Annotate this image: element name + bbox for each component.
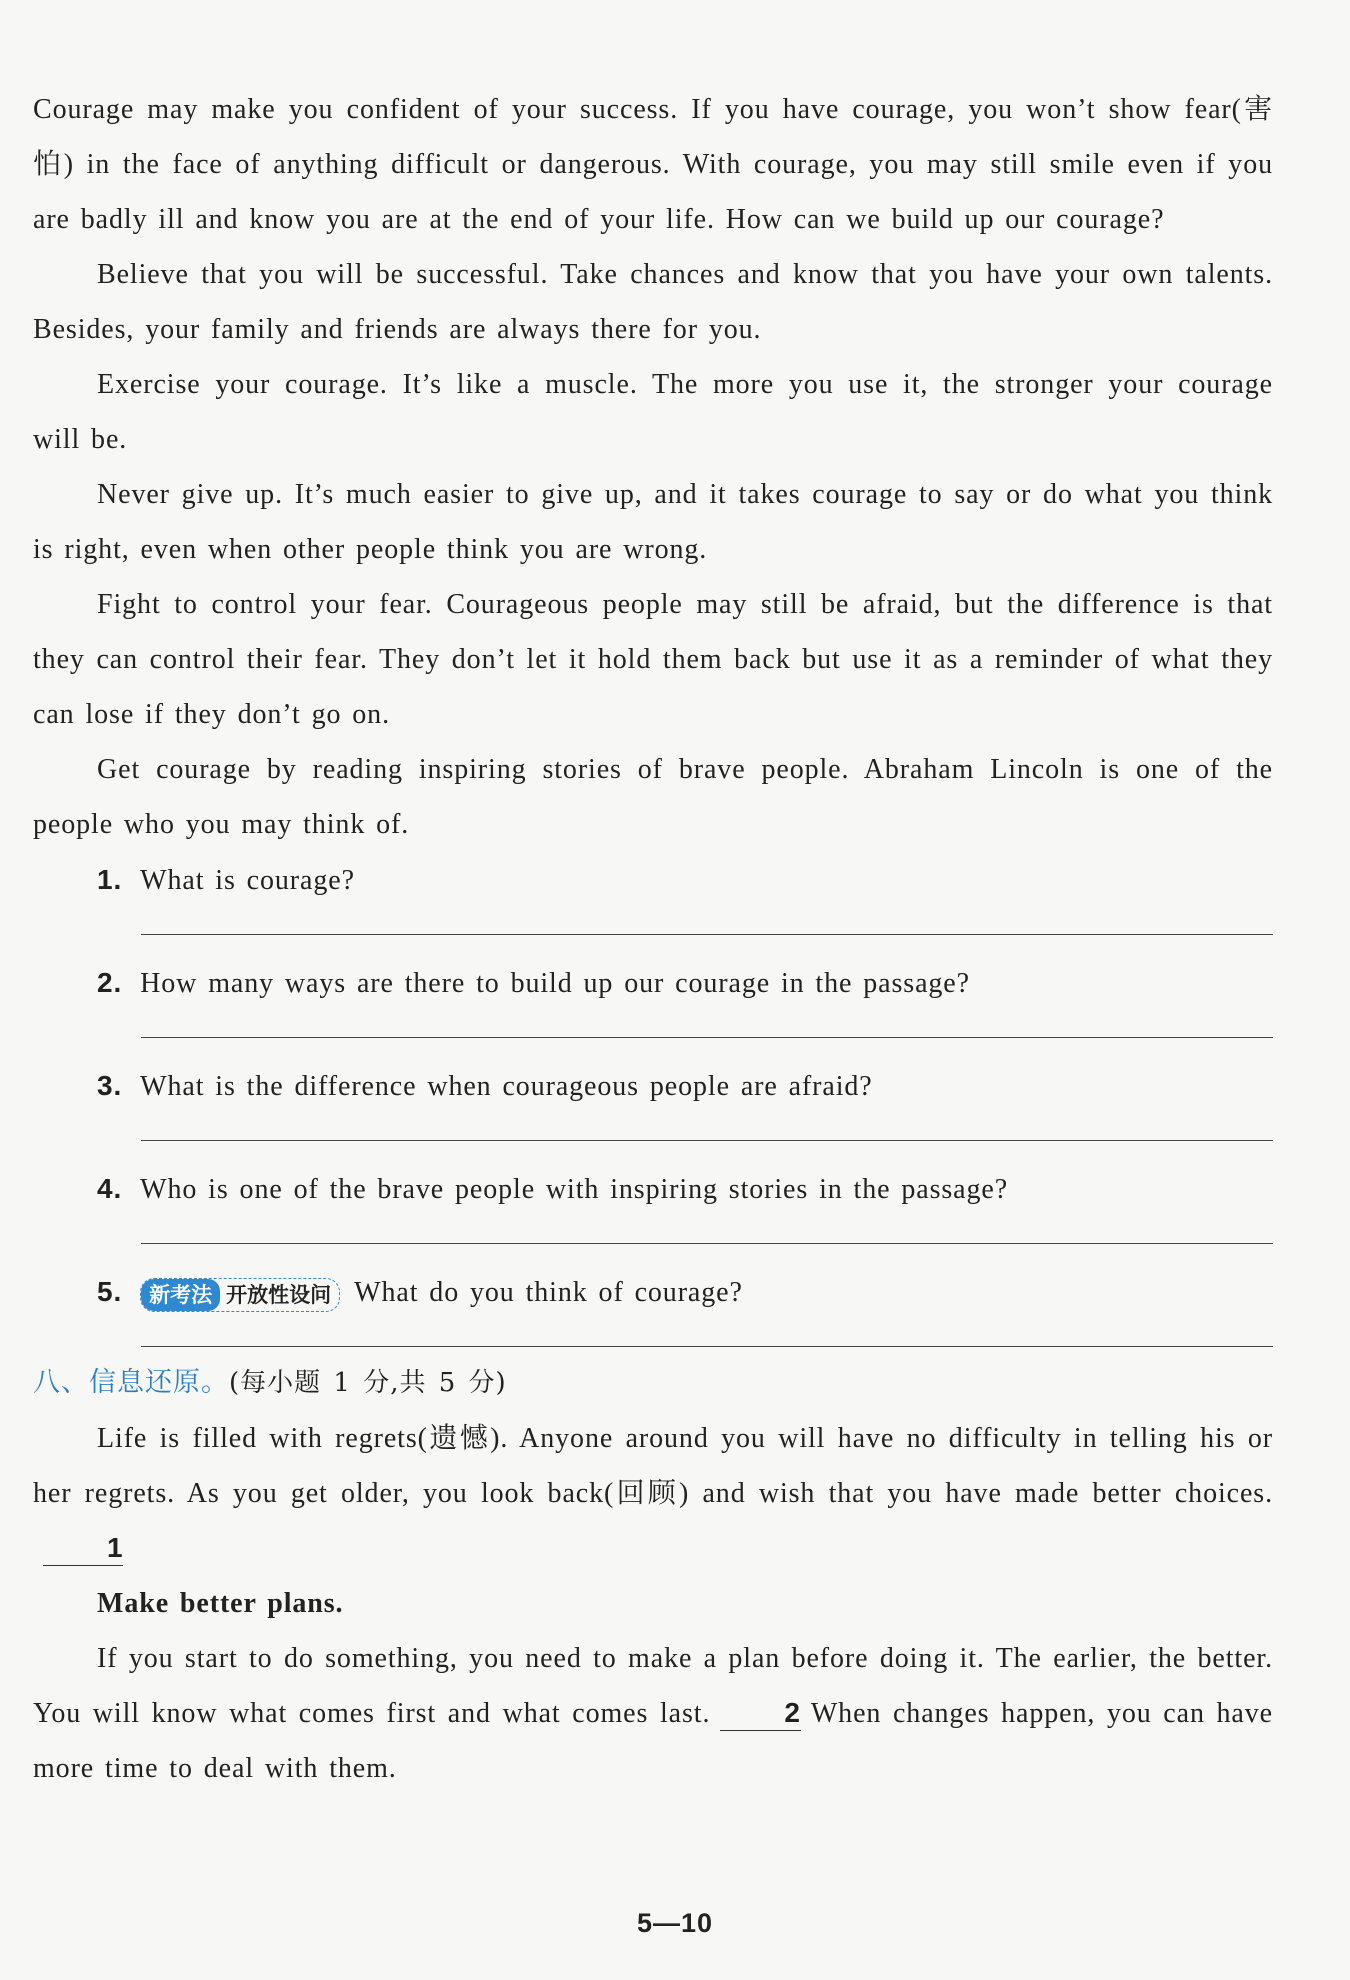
question-text: What do you think of courage? bbox=[354, 1277, 743, 1308]
section-scoring: (每小题 1 分,共 5 分) bbox=[229, 1368, 507, 1398]
question-text: Who is one of the brave people with inspiring stories in the passage? bbox=[140, 1174, 1009, 1205]
question-text: How many ways are there to build up our courage in the passage? bbox=[140, 968, 970, 999]
blank-1[interactable]: 1 bbox=[43, 1531, 123, 1566]
page-number: 5—10 bbox=[636, 1908, 714, 1938]
section-title-text: 八、信息还原。 bbox=[33, 1367, 229, 1398]
question-number: 1. bbox=[97, 864, 123, 895]
badge-sub: 开放性设问 bbox=[226, 1282, 332, 1307]
question-number: 2. bbox=[97, 967, 123, 998]
question-4 bbox=[33, 1161, 1273, 1217]
passage-paragraph-6: Get courage by reading inspiring stories of brave people. Abraham Lincoln is one of the people who you may think of. bbox=[33, 754, 1273, 840]
section-8-paragraph-1 bbox=[33, 1411, 1273, 1576]
answer-line-1[interactable] bbox=[141, 934, 1273, 935]
passage-paragraph-2: Believe that you will be successful. Take chances and know that you have your own talents. Besides, your family and friends are always there for you. bbox=[33, 259, 1273, 345]
paragraph-text-cont: When changes happen, you can have more time to deal with them. bbox=[33, 1698, 1273, 1784]
question-2 bbox=[33, 955, 1273, 1011]
question-number: 4. bbox=[97, 1173, 123, 1204]
section-8-title bbox=[33, 1355, 1273, 1411]
answer-line-4[interactable] bbox=[141, 1243, 1273, 1244]
question-text: What is courage? bbox=[140, 865, 355, 896]
answer-line-3[interactable] bbox=[141, 1140, 1273, 1141]
question-1 bbox=[33, 852, 1273, 908]
question-3 bbox=[33, 1058, 1273, 1114]
section-8-subheading: Make better plans. bbox=[97, 1588, 344, 1619]
passage-paragraph-5: Fight to control your fear. Courageous people may still be afraid, but the difference is that they can control their fear. They don’t let it hold them back but use it as a reminder of what they can lose if they don’t go on. bbox=[33, 589, 1273, 730]
new-method-badge bbox=[140, 1278, 340, 1312]
badge-main: 新考法 bbox=[141, 1279, 220, 1311]
answer-line-5[interactable] bbox=[141, 1346, 1273, 1347]
answer-line-2[interactable] bbox=[141, 1037, 1273, 1038]
question-number: 3. bbox=[97, 1070, 123, 1101]
question-5 bbox=[33, 1264, 1273, 1320]
paragraph-text: If you start to do something, you need to make a plan before doing it. The earlier, the better. You will know what comes first and what comes last. bbox=[33, 1643, 1273, 1729]
question-number: 5. bbox=[97, 1276, 123, 1307]
content bbox=[33, 82, 1273, 1796]
section-8-paragraph-2 bbox=[33, 1631, 1273, 1796]
question-text: What is the difference when courageous people are afraid? bbox=[140, 1071, 873, 1102]
passage-paragraph-1: Courage may make you confident of your success. If you have courage, you won’t show fear(害怕) in the face of anything difficult or dangerous. With courage, you may still smile even if you are badly ill and know you are at the end of your life. How can we build up our courage? bbox=[33, 94, 1273, 235]
passage-paragraph-3: Exercise your courage. It’s like a muscle. The more you use it, the stronger your courage will be. bbox=[33, 369, 1273, 455]
blank-2[interactable]: 2 bbox=[720, 1696, 800, 1731]
paragraph-text: Life is filled with regrets(遗憾). Anyone around you will have no difficulty in telling his or her regrets. As you get older, you look back(回顾) and wish that you have made better choices. bbox=[33, 1423, 1273, 1509]
passage-paragraph-4: Never give up. It’s much easier to give up, and it takes courage to say or do what you think is right, even when other people think you are wrong. bbox=[33, 479, 1273, 565]
